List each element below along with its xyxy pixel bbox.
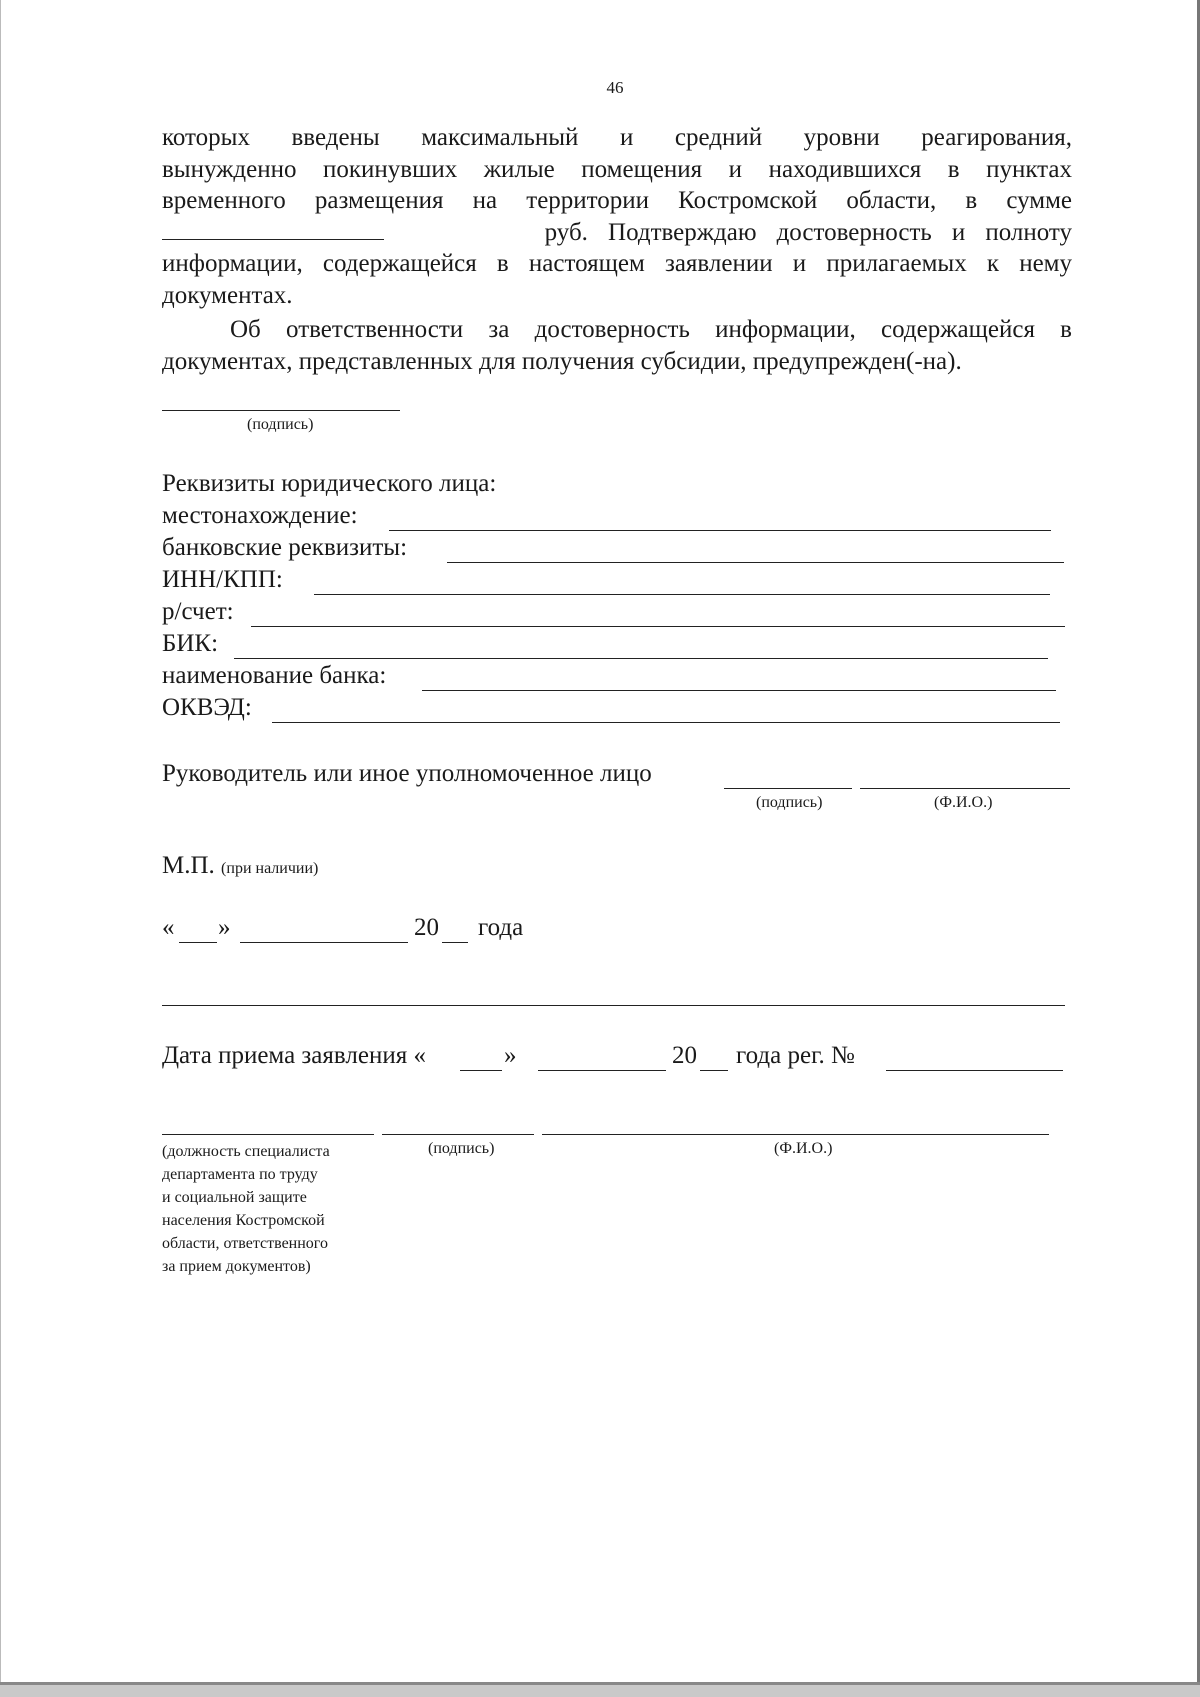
paragraph-1-line: временного размещения на территории Костромской области, в сумме: [162, 187, 1072, 214]
account-field[interactable]: [251, 626, 1065, 627]
date-year-field[interactable]: [442, 942, 468, 943]
paragraph-1-line-with-blank: [162, 217, 1072, 249]
receipt-year-suffix: года рег. №: [736, 1042, 855, 1069]
official-position-line[interactable]: [162, 1134, 374, 1135]
section-separator: [162, 1005, 1065, 1006]
receipt-month-field[interactable]: [538, 1070, 666, 1071]
stamp-note: (при наличии): [221, 860, 319, 877]
receipt-year-prefix: 20: [672, 1042, 697, 1069]
paragraph-1-line: которых введены максимальный и средний уровни реагирования,: [162, 124, 1072, 151]
sum-rub-text: руб. Подтверждаю достоверность и полноту: [544, 218, 1073, 246]
paragraph-1-line: документах.: [162, 281, 293, 309]
okved-label: ОКВЭД:: [162, 694, 252, 721]
bank-name-field[interactable]: [422, 690, 1056, 691]
receipt-year-field[interactable]: [700, 1070, 728, 1071]
head-signature-caption: (подпись): [756, 794, 823, 811]
date-year-prefix: 20: [414, 914, 439, 941]
official-fio-line[interactable]: [542, 1134, 1049, 1135]
okved-field[interactable]: [272, 722, 1060, 723]
date-day-field[interactable]: [179, 942, 217, 943]
registration-number-field[interactable]: [886, 1070, 1063, 1071]
date-close-quote: »: [218, 914, 231, 941]
bank-name-label: наименование банка:: [162, 662, 387, 689]
position-caption-line: (должность специалиста: [162, 1143, 330, 1160]
stamp-abbrev: М.П.: [162, 852, 215, 879]
location-field[interactable]: [389, 530, 1051, 531]
page-number: 46: [606, 78, 624, 97]
head-fio-caption: (Ф.И.О.): [934, 794, 993, 811]
head-signature-line[interactable]: [724, 788, 852, 789]
official-signature-line[interactable]: [382, 1134, 534, 1135]
receipt-day-field[interactable]: [460, 1070, 502, 1071]
bik-label: БИК:: [162, 630, 219, 657]
official-position-caption: [162, 1140, 330, 1278]
official-fio-caption: (Ф.И.О.): [774, 1140, 833, 1157]
date-year-suffix: года: [478, 914, 524, 941]
requisites-heading: Реквизиты юридического лица:: [162, 470, 497, 497]
stamp-label: [162, 852, 318, 880]
applicant-signature-caption: (подпись): [247, 416, 314, 433]
date-month-field[interactable]: [240, 942, 408, 943]
scan-bottom-strip: [0, 1685, 1200, 1697]
bik-field[interactable]: [234, 658, 1048, 659]
paragraph-1-line: вынужденно покинувших жилые помещения и находившихся в пунктах: [162, 155, 1072, 183]
inn-kpp-label: ИНН/КПП:: [162, 566, 283, 593]
head-fio-line[interactable]: [860, 788, 1070, 789]
position-caption-line: за прием документов): [162, 1258, 311, 1275]
position-caption-line: и социальной защите: [162, 1189, 307, 1206]
scan-edge-left: [0, 0, 1, 1697]
paragraph-1-line: информации, содержащейся в настоящем заявлении и прилагаемых к нему: [162, 250, 1072, 277]
paragraph-2-line: Об ответственности за достоверность информации, содержащейся в: [230, 316, 1072, 343]
location-label: местонахождение:: [162, 502, 358, 529]
paragraph-2-line: документах, представленных для получения субсидии, предупрежден(-на).: [162, 347, 962, 375]
bank-details-label: банковские реквизиты:: [162, 534, 408, 561]
head-label: Руководитель или иное уполномоченное лицо: [162, 760, 652, 787]
official-signature-caption: (подпись): [428, 1140, 495, 1157]
applicant-signature-line[interactable]: [162, 410, 400, 411]
date-open-quote: «: [162, 914, 175, 941]
position-caption-line: департамента по труду: [162, 1166, 318, 1183]
account-label: р/счет:: [162, 598, 234, 625]
position-caption-line: области, ответственного: [162, 1235, 328, 1252]
receipt-close-quote: »: [504, 1042, 517, 1069]
sum-blank-field[interactable]: [162, 217, 384, 240]
paragraph-1: [162, 122, 1072, 311]
paragraph-2: [162, 314, 1072, 377]
inn-kpp-field[interactable]: [314, 594, 1050, 595]
receipt-label: Дата приема заявления «: [162, 1042, 426, 1069]
bank-details-field[interactable]: [447, 562, 1064, 563]
position-caption-line: населения Костромской: [162, 1212, 325, 1229]
